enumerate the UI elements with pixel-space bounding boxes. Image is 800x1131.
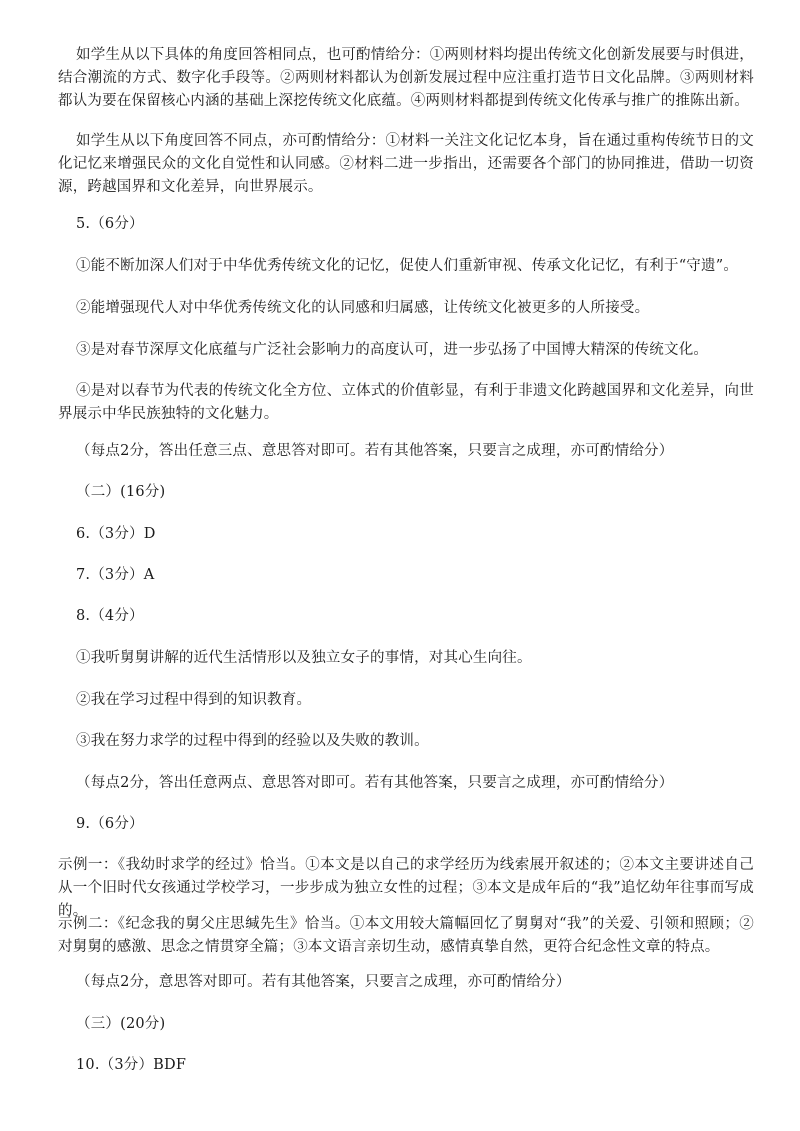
q5-point-3: ③是对春节深厚文化底蕴与广泛社会影响力的高度认可，进一步弘扬了中国博大精深的传统文化。 [76,342,709,358]
paragraph-similarities: 如学生从以下具体的角度回答相同点，也可酌情给分：①两则材料均提出传统文化创新发展要与时俱进，结合潮流的方式、数字化手段等。②两则材料都认为创新发展过程中应注重打造节日文化品牌。③两则材料都认为要在保留核心内涵的基础上深挖传统文化底蕴。④两则材料都提到传统文化传承与推广的推陈出新。 [58,47,754,109]
section-2-heading: （二）(16分) [76,484,166,500]
q5-point-1: ①能不断加深人们对于中华优秀传统文化的记忆，促使人们重新审视、传承文化记忆，有利于“守遗”。 [76,258,739,274]
q5-point-2: ②能增强现代人对中华优秀传统文化的认同感和归属感，让传统文化被更多的人所接受。 [76,300,650,316]
q5-scoring-note: （每点2分，答出任意三点、意思答对即可。若有其他答案，只要言之成理，亦可酌情给分） [76,443,674,459]
question-5-heading: 5.（6分） [76,216,144,232]
question-7-answer: 7.（3分）A [76,567,155,583]
q9-scoring-note: （每点2分，意思答对即可。若有其他答案，只要言之成理，亦可酌情给分） [76,974,571,990]
paragraph-differences: 如学生从以下角度回答不同点，亦可酌情给分：①材料一关注文化记忆本身，旨在通过重构传统节日的文化记忆来增强民众的文化自觉性和认同感。②材料二进一步指出，还需要各个部门的协同推进，借助一切资源，跨越国界和文化差异，向世界展示。 [58,133,754,195]
q8-point-1: ①我听舅舅讲解的近代生活情形以及独立女子的事情，对其心生向往。 [76,650,532,666]
q8-scoring-note: （每点2分，答出任意两点、意思答对即可。若有其他答案，只要言之成理，亦可酌情给分） [76,775,674,791]
question-10-answer: 10.（3分）BDF [76,1057,187,1073]
q9-example-2: 示例二：《纪念我的舅父庄思缄先生》恰当。①本文用较大篇幅回忆了舅舅对“我”的关爱、引领和照顾；②对舅舅的感激、思念之情贯穿全篇；③本文语言亲切生动，感情真挚自然，更符合纪念性文章的特点。 [58,916,754,955]
q9-example-1: 示例一：《我幼时求学的经过》恰当。①本文是以自己的求学经历为线索展开叙述的；②本文主要讲述自己从一个旧时代女孩通过学校学习，一步步成为独立女性的过程；③本文是成年后的“我”追忆幼年往事而写成的。 [58,857,754,919]
question-6-answer: 6.（3分）D [76,526,156,542]
q8-point-2: ②我在学习过程中得到的知识教育。 [76,692,312,708]
question-8-heading: 8.（4分） [76,608,144,624]
q8-point-3: ③我在努力求学的过程中得到的经验以及失败的教训。 [76,733,429,749]
q5-point-4: ④是对以春节为代表的传统文化全方位、立体式的价值彰显，有利于非遗文化跨越国界和文化差异，向世界展示中华民族独特的文化魅力。 [58,383,754,422]
section-3-heading: （三）(20分) [76,1016,166,1032]
question-9-heading: 9.（6分） [76,816,144,832]
